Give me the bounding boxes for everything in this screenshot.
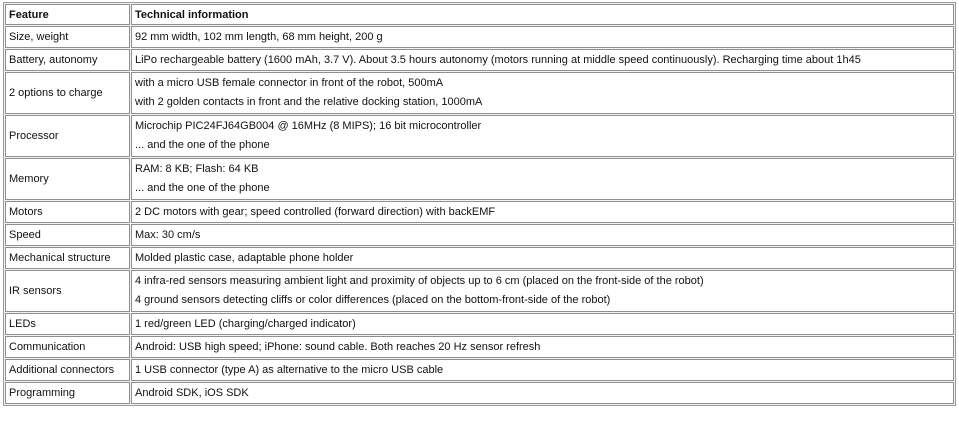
- feature-cell: Processor: [5, 115, 130, 157]
- feature-cell: IR sensors: [5, 270, 130, 312]
- info-line: ... and the one of the phone: [135, 139, 270, 151]
- table-row: [5, 72, 954, 114]
- table-row: [5, 26, 954, 48]
- table-row: [5, 49, 954, 71]
- info-line: with a micro USB female connector in front of the robot, 500mA: [135, 77, 444, 89]
- info-line: RAM: 8 KB; Flash: 64 KB: [135, 163, 259, 175]
- info-line: 1 USB connector (type A) as alternative to the micro USB cable: [135, 363, 444, 376]
- table-row: [5, 336, 954, 358]
- info-line: with 2 golden contacts in front and the relative docking station, 1000mA: [135, 96, 483, 108]
- info-line: 4 infra-red sensors measuring ambient light and proximity of objects up to 6 cm (placed on the front-side of the robot): [135, 275, 704, 287]
- table-row: [5, 115, 954, 157]
- info-line: Android SDK, iOS SDK: [135, 386, 249, 399]
- table-row: [5, 270, 954, 312]
- info-cell: [131, 115, 954, 157]
- technical-spec-table: [3, 2, 956, 406]
- table-row: [5, 201, 954, 223]
- feature-cell: Size, weight: [5, 26, 130, 48]
- info-line: Max: 30 cm/s: [135, 228, 201, 241]
- info-line: Molded plastic case, adaptable phone holder: [135, 251, 354, 264]
- table-row: [5, 382, 954, 404]
- info-cell: [131, 201, 954, 223]
- table-row: [5, 359, 954, 381]
- feature-cell: Communication: [5, 336, 130, 358]
- info-cell: [131, 158, 954, 200]
- info-cell: [131, 247, 954, 269]
- header-feature: Feature: [5, 4, 130, 25]
- feature-cell: Mechanical structure: [5, 247, 130, 269]
- info-line: ... and the one of the phone: [135, 182, 270, 194]
- info-cell: [131, 49, 954, 71]
- info-cell: [131, 359, 954, 381]
- feature-cell: Motors: [5, 201, 130, 223]
- info-line: 4 ground sensors detecting cliffs or color differences (placed on the bottom-front-side of the robot): [135, 294, 611, 306]
- header-row: [5, 4, 954, 25]
- feature-cell: Additional connectors: [5, 359, 130, 381]
- info-cell: [131, 72, 954, 114]
- feature-cell: Memory: [5, 158, 130, 200]
- info-line: Microchip PIC24FJ64GB004 @ 16MHz (8 MIPS); 16 bit microcontroller: [135, 120, 482, 132]
- info-cell: [131, 270, 954, 312]
- info-cell: [131, 313, 954, 335]
- table-row: [5, 313, 954, 335]
- table-row: [5, 247, 954, 269]
- table-row: [5, 224, 954, 246]
- feature-cell: 2 options to charge: [5, 72, 130, 114]
- info-cell: [131, 26, 954, 48]
- table-body: [5, 26, 954, 404]
- header-technical-information: Technical information: [131, 4, 954, 25]
- info-cell: [131, 382, 954, 404]
- feature-cell: Programming: [5, 382, 130, 404]
- info-line: 92 mm width, 102 mm length, 68 mm height, 200 g: [135, 30, 383, 43]
- info-line: 2 DC motors with gear; speed controlled (forward direction) with backEMF: [135, 205, 496, 218]
- feature-cell: LEDs: [5, 313, 130, 335]
- info-line: 1 red/green LED (charging/charged indicator): [135, 317, 356, 330]
- info-cell: [131, 336, 954, 358]
- info-cell: [131, 224, 954, 246]
- info-line: LiPo rechargeable battery (1600 mAh, 3.7 V). About 3.5 hours autonomy (motors running at middle speed continuously). Recharging time about 1h45: [135, 53, 861, 66]
- feature-cell: Speed: [5, 224, 130, 246]
- table-row: [5, 158, 954, 200]
- info-line: Android: USB high speed; iPhone: sound cable. Both reaches 20 Hz sensor refresh: [135, 340, 541, 353]
- feature-cell: Battery, autonomy: [5, 49, 130, 71]
- spec-table-container: [3, 2, 956, 406]
- table-header: [5, 4, 954, 25]
